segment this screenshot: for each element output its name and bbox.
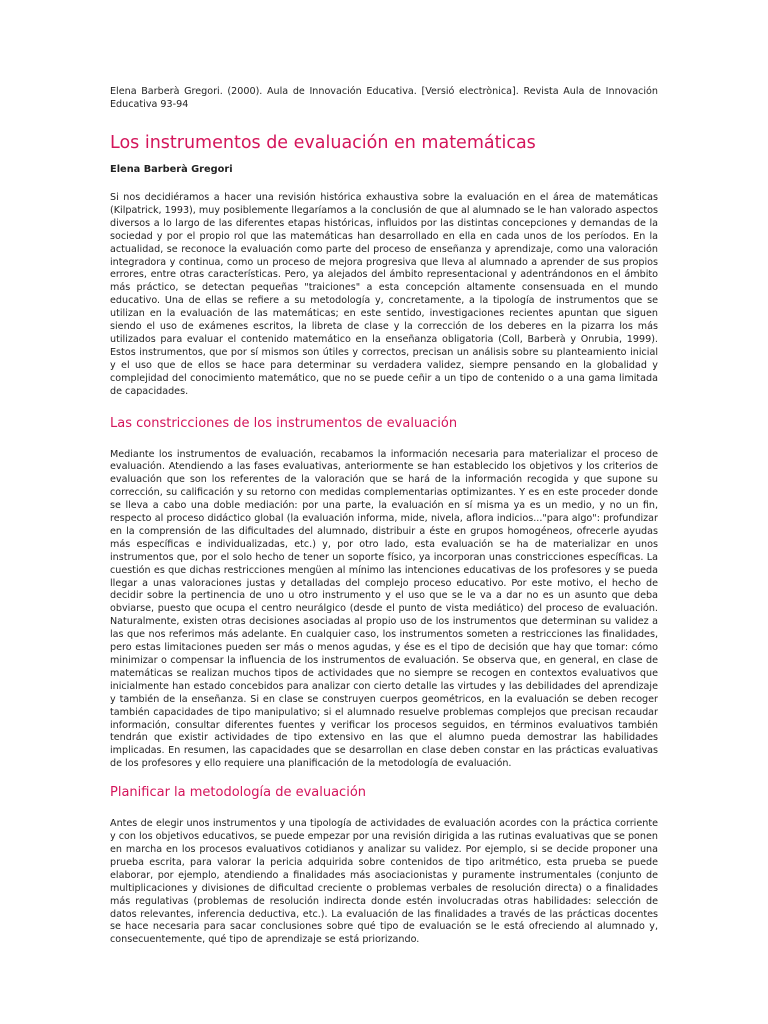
section-heading-constricciones: Las constricciones de los instrumentos de evaluación (110, 415, 458, 431)
paragraph-planificar: Antes de elegir unos instrumentos y una tipología de actividades de evaluación acordes con la práctica corriente y con los objetivos educativos, se puede empezar por una revisión dirigida a las rutinas evaluativas que se ponen en marcha en los procesos evaluativos cotidianos y analizar su validez. Por ejemplo, si se decide proponer una prueba escrita, para valorar la pericia adquirida sobre contenidos de tipo aritmético, esta prueba se puede elaborar, por ejemplo, atendiendo a finalidades más asociacionistas y puramente instrumentales (conjunto de multiplicaciones y divisiones de dificultad creciente o problemas verbales de resolución directa) o a finalidades más regulativas (problemas de resolución indirecta donde estén involucradas otras habilidades: selección de datos relevantes, inferencia deductiva, etc.). La evaluación de las finalidades a través de las prácticas docentes se hace necesaria para sacar conclusiones sobre qué tipo de evaluación se le está ofreciendo al alumnado y, consecuentemente, qué tipo de aprendizaje se está priorizando. (110, 818, 658, 946)
paragraph-intro: Si nos decidiéramos a hacer una revisión histórica exhaustiva sobre la evaluación en el área de matemáticas (Kilpatrick, 1993), muy posiblemente llegaríamos a la conclusión de que al alumnado se le han valorado aspectos diversos a lo largo de las diferentes etapas históricas, influidos por las distintas concepciones y demandas de la sociedad y por el propio rol que las matemáticas han desarrollado en ella en cada unos de los períodos. En la actualidad, se reconoce la evaluación como parte del proceso de enseñanza y aprendizaje, como una valoración integradora y continua, como un proceso de mejora progresiva que lleva al alumnado a aprender de sus propios errores, entre otras características. Pero, ya alejados del ámbito representacional y adentrándonos en el ámbito más práctico, se detectan pequeñas "traiciones" a esta concepción altamente consensuada en el mundo educativo. Una de ellas se refiere a su metodología y, concretamente, a la tipología de instrumentos que se utilizan en la evaluación de las matemáticas; en este sentido, investigaciones recientes apuntan que siguen siendo el uso de exámenes escritos, la libreta de clase y la corrección de los deberes en la pizarra los más utilizados para evaluar el contenido matemático en la enseñanza obligatoria (Coll, Barberà y Onrubia, 1999). Estos instrumentos, que por sí mismos son útiles y correctos, precisan un análisis sobre su planteamiento inicial y el uso que de ellos se hace para determinar su verdadera validez, siempre pensando en la globalidad y complejidad del conocimiento matemático, que no se puede ceñir a un tipo de contenido o a una gama limitada de capacidades. (110, 192, 658, 397)
citation: Elena Barberà Gregori. (2000). Aula de Innovación Educativa. [Versió electrònica]. Revista Aula de Innovación Educativa 93-94 (110, 86, 658, 110)
document-page (110, 86, 658, 947)
document-title: Los instrumentos de evaluación en matemáticas (110, 133, 536, 153)
paragraph-constricciones: Mediante los instrumentos de evaluación, recabamos la información necesaria para materializar el proceso de evaluación. Atendiendo a las fases evaluativas, anteriormente se han establecido los objetivos y los criterios de evaluación que son los referentes de la valoración que se hará de la información recogida y que supone su corrección, su calificación y su retorno con medidas complementarias optimizantes. Y es en este proceder donde se lleva a cabo una doble mediación: por una parte, la evaluación en sí misma ya es un medio, y no un fin, respecto al proceso didáctico global (la evaluación informa, mide, nivela, aflora indicios..."para algo": profundizar en la comprensión de las dificultades del alumnado, distribuir a éste en grupos homogéneos, ofrecerle ayudas más específicas e individualizadas, etc.) y, por otro lado, esta evaluación se ha de materializar en unos instrumentos que, por el solo hecho de tener un soporte físico, ya incorporan unas constricciones específicas. La cuestión es que dichas restricciones mengüen al mínimo las intenciones educativas de los profesores y se pueda llegar a unas valoraciones justas y detalladas del complejo proceso educativo. Por este motivo, el hecho de decidir sobre la pertinencia de uno u otro instrumento y el uso que se le va a dar no es un asunto que deba obviarse, puesto que ocupa el centro neurálgico (desde el punto de vista mediático) del proceso de evaluación. Naturalmente, existen otras decisiones asociadas al propio uso de los instrumentos que determinan su validez a las que nos referimos más adelante. En cualquier caso, los instrumentos someten a restricciones las finalidades, pero estas limitaciones pueden ser más o menos agudas, y ése es el tipo de decisión que hay que tomar: cómo minimizar o compensar la influencia de los instrumentos de evaluación. Se observa que, en general, en clase de matemáticas se realizan muchos tipos de actividades que no siempre se recogen en contextos evaluativos que inicialmente han estado concebidos para analizar con cierto detalle las virtudes y las debilidades del aprendizaje y también de la enseñanza. Si en clase se construyen cuerpos geométricos, en la evaluación se deben recoger también capacidades de tipo manipulativo; si el alumnado resuelve problemas complejos que precisan recaudar información, consultar diferentes fuentes y verificar los procesos seguidos, en términos evaluativos también tendrán que existir actividades de tipo extensivo en las que el alumno pueda demostrar las habilidades implicadas. En resumen, las capacidades que se desarrollan en clase deben constar en las prácticas evaluativas de los profesores y ello requiere una planificación de la metodología de evaluación. (110, 448, 658, 770)
author-name: Elena Barberà Gregori (110, 164, 233, 175)
section-heading-planificar: Planificar la metodología de evaluación (110, 785, 367, 801)
